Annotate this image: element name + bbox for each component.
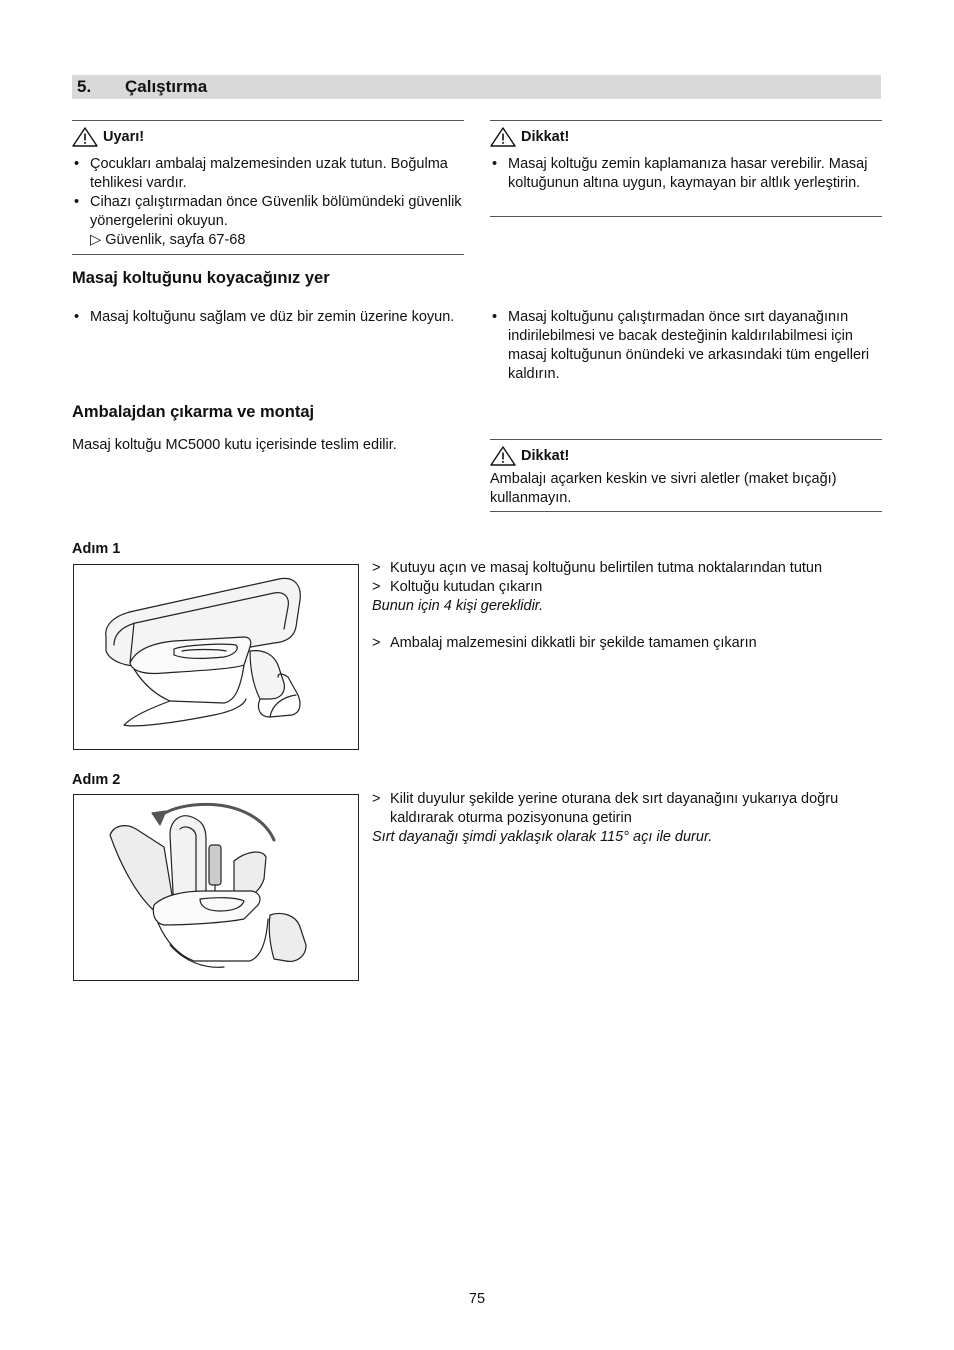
- step2-label: Adım 2: [72, 772, 121, 788]
- warning-box: [72, 120, 464, 255]
- list-item: • Masaj koltuğunu çalıştırmadan önce sırt dayanağının indirilebilmesi ve bacak desteğinin kaldırılabilmesi için masaj koltuğunun önündeki ve arkasındaki tüm engelleri kaldırın.: [490, 308, 882, 384]
- step2-instructions: [372, 790, 882, 847]
- step1-label: Adım 1: [72, 541, 121, 557]
- page-number: 75: [468, 1291, 486, 1307]
- step1-note: Bunun için 4 kişi gereklidir.: [372, 598, 544, 614]
- massage-chair-reclined-icon: [74, 565, 358, 749]
- reference-link[interactable]: Güvenlik, sayfa 67-68: [105, 232, 246, 248]
- instruction: > Ambalaj malzemesini dikkatli bir şekilde tamamen çıkarın: [372, 635, 757, 651]
- list-item: • Masaj koltuğunu sağlam ve düz bir zemin üzerine koyun.: [72, 308, 464, 327]
- section-number: 5.: [77, 77, 92, 96]
- step2-illustration: [73, 794, 359, 981]
- caution-heading: Dikkat!: [521, 128, 570, 145]
- caution-box-flooring: [490, 120, 882, 217]
- step1-instructions: [372, 559, 882, 653]
- list-item: • Cihazı çalıştırmadan önce Güvenlik bölümündeki güvenlik yönergelerini okuyun.: [72, 193, 464, 231]
- instruction-marker: >: [372, 635, 381, 651]
- step2-note: Sırt dayanağı şimdi yaklaşık olarak 115° açı ile durur.: [372, 829, 713, 845]
- placement-heading: Masaj koltuğunu koyacağınız yer: [72, 269, 330, 287]
- warning-triangle-icon: [490, 446, 516, 466]
- unpacking-heading: Ambalajdan çıkarma ve montaj: [72, 403, 315, 421]
- instruction-marker: >: [372, 791, 381, 807]
- reference-line: [72, 231, 464, 250]
- warning-heading: Uyarı!: [103, 128, 145, 145]
- caution-box-tools: [490, 439, 882, 512]
- instruction: > Kutuyu açın ve masaj koltuğunu belirtilen tutma noktalarından tutun: [372, 560, 823, 576]
- section-title: Çalıştırma: [125, 77, 208, 96]
- unpacking-text: Masaj koltuğu MC5000 kutu içerisinde teslim edilir.: [72, 437, 397, 453]
- instruction: > Koltuğu kutudan çıkarın: [372, 579, 543, 595]
- instruction-marker: >: [372, 579, 381, 595]
- instruction: > Kilit duyulur şekilde yerine oturana dek sırt dayanağını yukarıya doğru kaldırarak oturma pozisyonuna getirin: [372, 791, 839, 826]
- placement-left-list: [72, 308, 464, 327]
- step1-illustration: [73, 564, 359, 750]
- instruction-marker: >: [372, 560, 381, 576]
- caution-text: Ambalajı açarken keskin ve sivri aletler (maket bıçağı) kullanmayın.: [490, 471, 837, 506]
- caution-heading: Dikkat!: [521, 447, 570, 464]
- list-item: • Çocukları ambalaj malzemesinden uzak tutun. Boğulma tehlikesi vardır.: [72, 155, 464, 193]
- list-item: • Masaj koltuğu zemin kaplamanıza hasar verebilir. Masaj koltuğunun altına uygun, kaymayan bir altlık yerleştirin.: [490, 155, 882, 193]
- warning-triangle-icon: [490, 127, 516, 147]
- reference-arrow-icon: ▷: [90, 232, 102, 248]
- warning-triangle-icon: [72, 127, 98, 147]
- massage-chair-upright-icon: [74, 795, 358, 980]
- placement-right-list: [490, 308, 882, 384]
- section-header: [72, 75, 881, 99]
